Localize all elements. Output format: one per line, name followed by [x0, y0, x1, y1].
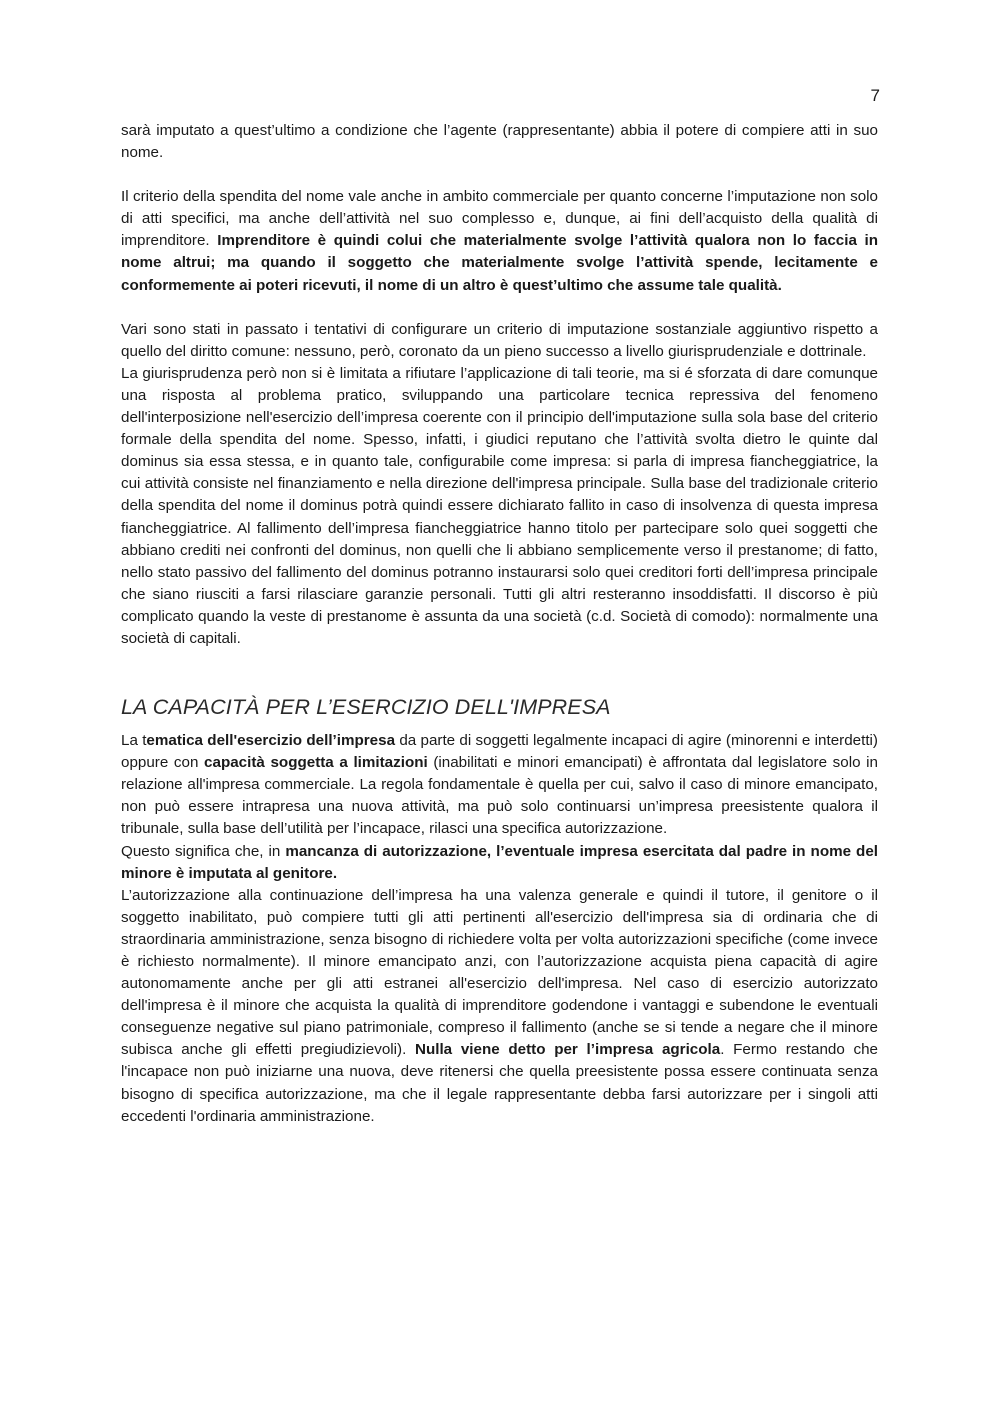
- bold-text: mancanza di autorizzazione, l’eventuale impresa esercitata dal padre in nome del minore è imputata al genitore.: [121, 842, 878, 882]
- page-number: 7: [870, 86, 880, 105]
- paragraph-gap: [121, 164, 878, 186]
- paragraph-text: La t: [121, 732, 147, 750]
- paragraph-continuation: sarà imputato a quest’ultimo a condizione che l’agente (rappresentante) abbia il potere di compiere atti in suo nome.: [121, 122, 878, 162]
- bold-text: capacità soggetta a limitazioni: [204, 754, 428, 772]
- paragraph-text: L’autorizzazione alla continuazione dell’impresa ha una valenza generale e quindi il tutore, il genitore o il soggetto inabilitato, può compiere tutti gli atti pertinenti all'esercizio dell'impresa sia di ordinaria che di straordinaria amministrazione, senza bisogno di richiedere volta per volta autorizzazioni specifiche (come invece è richiesto normalmente). Il minore emancipato anzi, con l’autorizzazione acquista piena capacità di agire autonomamente anche per gli atti estranei all'esercizio dell'impresa. Nel caso di esercizio autorizzato dell'impresa è il minore che acquista la qualità di imprenditore godendone i vantaggi e subendone le eventuali conseguenze negative sul piano patrimoniale, compreso il fallimento (anche se si tende a negare che il minore subisca anche gli effetti pregiudizievoli).: [121, 886, 878, 1059]
- paragraph-spendita-del-nome: [121, 186, 878, 296]
- bold-text: Imprenditore è quindi colui che materialmente svolge l’attività qualora non lo faccia in nome altrui; ma quando il soggetto che materialmente svolge l’attività spende, lecitamente e conformemente ai poteri ricevuti, il nome di un altro è quest’ultimo che assume tale qualità.: [121, 232, 878, 294]
- document-body: [121, 120, 878, 1128]
- paragraph-giurisprudenza: La giurisprudenza però non si è limitata a rifiutare l’applicazione di tali teorie, ma si é sforzata di dare comunque una risposta al problema pratico, sviluppando una particolare tecnica repressiva del fenomeno dell'interposizione nell'esercizio dell’impresa coerente con il principio dell'imputazione sulla sola base del criterio formale della spendita del nome. Spesso, infatti, i giudici reputano che l’attività svolta dietro le quinte dal dominus sia essa stessa, e in quanto tale, configurabile come impresa: si parla di impresa fiancheggiatrice, la cui attività consiste nel finanziamento e nella direzione dell'impresa principale. Sulla base del tradizionale criterio della spendita del nome il dominus potrà quindi essere dichiarato fallito in caso di insolvenza di questa impresa fiancheggiatrice. Al fallimento dell’impresa fiancheggiatrice hanno titolo per partecipare solo quei soggetti che abbiano crediti nei confronti del dominus, non quelli che li abbiano semplicemente verso il prestanome; di fatto, nello stato passivo del fallimento del dominus potranno instaurarsi solo quei creditori forti dell’impresa principale che siano riusciti a farsi rilasciare garanzie personali. Tutti gli altri resteranno insoddisfatti. Il discorso è più complicato quando la veste di prestanome è assunta da una società (c.d. Società di comodo): normalmente una società di capitali.: [121, 364, 878, 647]
- paragraph-text: (inabilitati e minori emancipati) è affrontata dal legislatore solo in relazione all'impresa commerciale. La regola fondamentale è quella per cui, salvo il caso di minore emancipato, non può essere intrapresa una nuova attività, ma può solo continuarsi un’impresa preesistente qualora il tribunale, sulla base dell’utilità per l’incapace, rilasci una specifica autorizzazione.: [121, 754, 878, 838]
- paragraph-gap: [121, 297, 878, 319]
- paragraph-text: Il criterio della spendita del nome vale anche in ambito commerciale per quanto concerne l’imputazione non solo di atti specifici, ma anche dell’attività nel suo complesso e, dunque, ai fini dell’acquisto della qualità di imprenditore.: [121, 188, 878, 250]
- section-heading: LA CAPACITÀ PER L’ESERCIZIO DELL'IMPRESA: [121, 695, 611, 720]
- bold-text: Nulla viene detto per l’impresa agricola: [415, 1041, 721, 1059]
- paragraph-tematica: [121, 730, 878, 840]
- section-gap: [121, 650, 878, 694]
- paragraph-tentativi: Vari sono stati in passato i tentativi di configurare un criterio di imputazione sostanziale aggiuntivo rispetto a quello del diritto comune: nessuno, però, coronato da un pieno successo a livello giurisprudenziale e dottrinale.: [121, 320, 878, 360]
- paragraph-text: . Fermo restando che l'incapace non può iniziarne una nuova, deve ritenersi che quella preesistente possa essere continuata senza bisogno di specifica autorizzazione, ma che il legale rappresentante debba farsi autorizzare per i singoli atti eccedenti l'ordinaria amministrazione.: [121, 1041, 878, 1125]
- paragraph-text: da parte di soggetti legalmente incapaci di agire (minorenni e interdetti) oppure con: [121, 732, 878, 772]
- paragraph-mancanza-autorizzazione: [121, 841, 878, 885]
- bold-text: ematica dell'esercizio dell’impresa: [146, 732, 396, 750]
- paragraph-autorizzazione: [121, 885, 878, 1128]
- paragraph-text: Questo significa che, in: [121, 842, 286, 860]
